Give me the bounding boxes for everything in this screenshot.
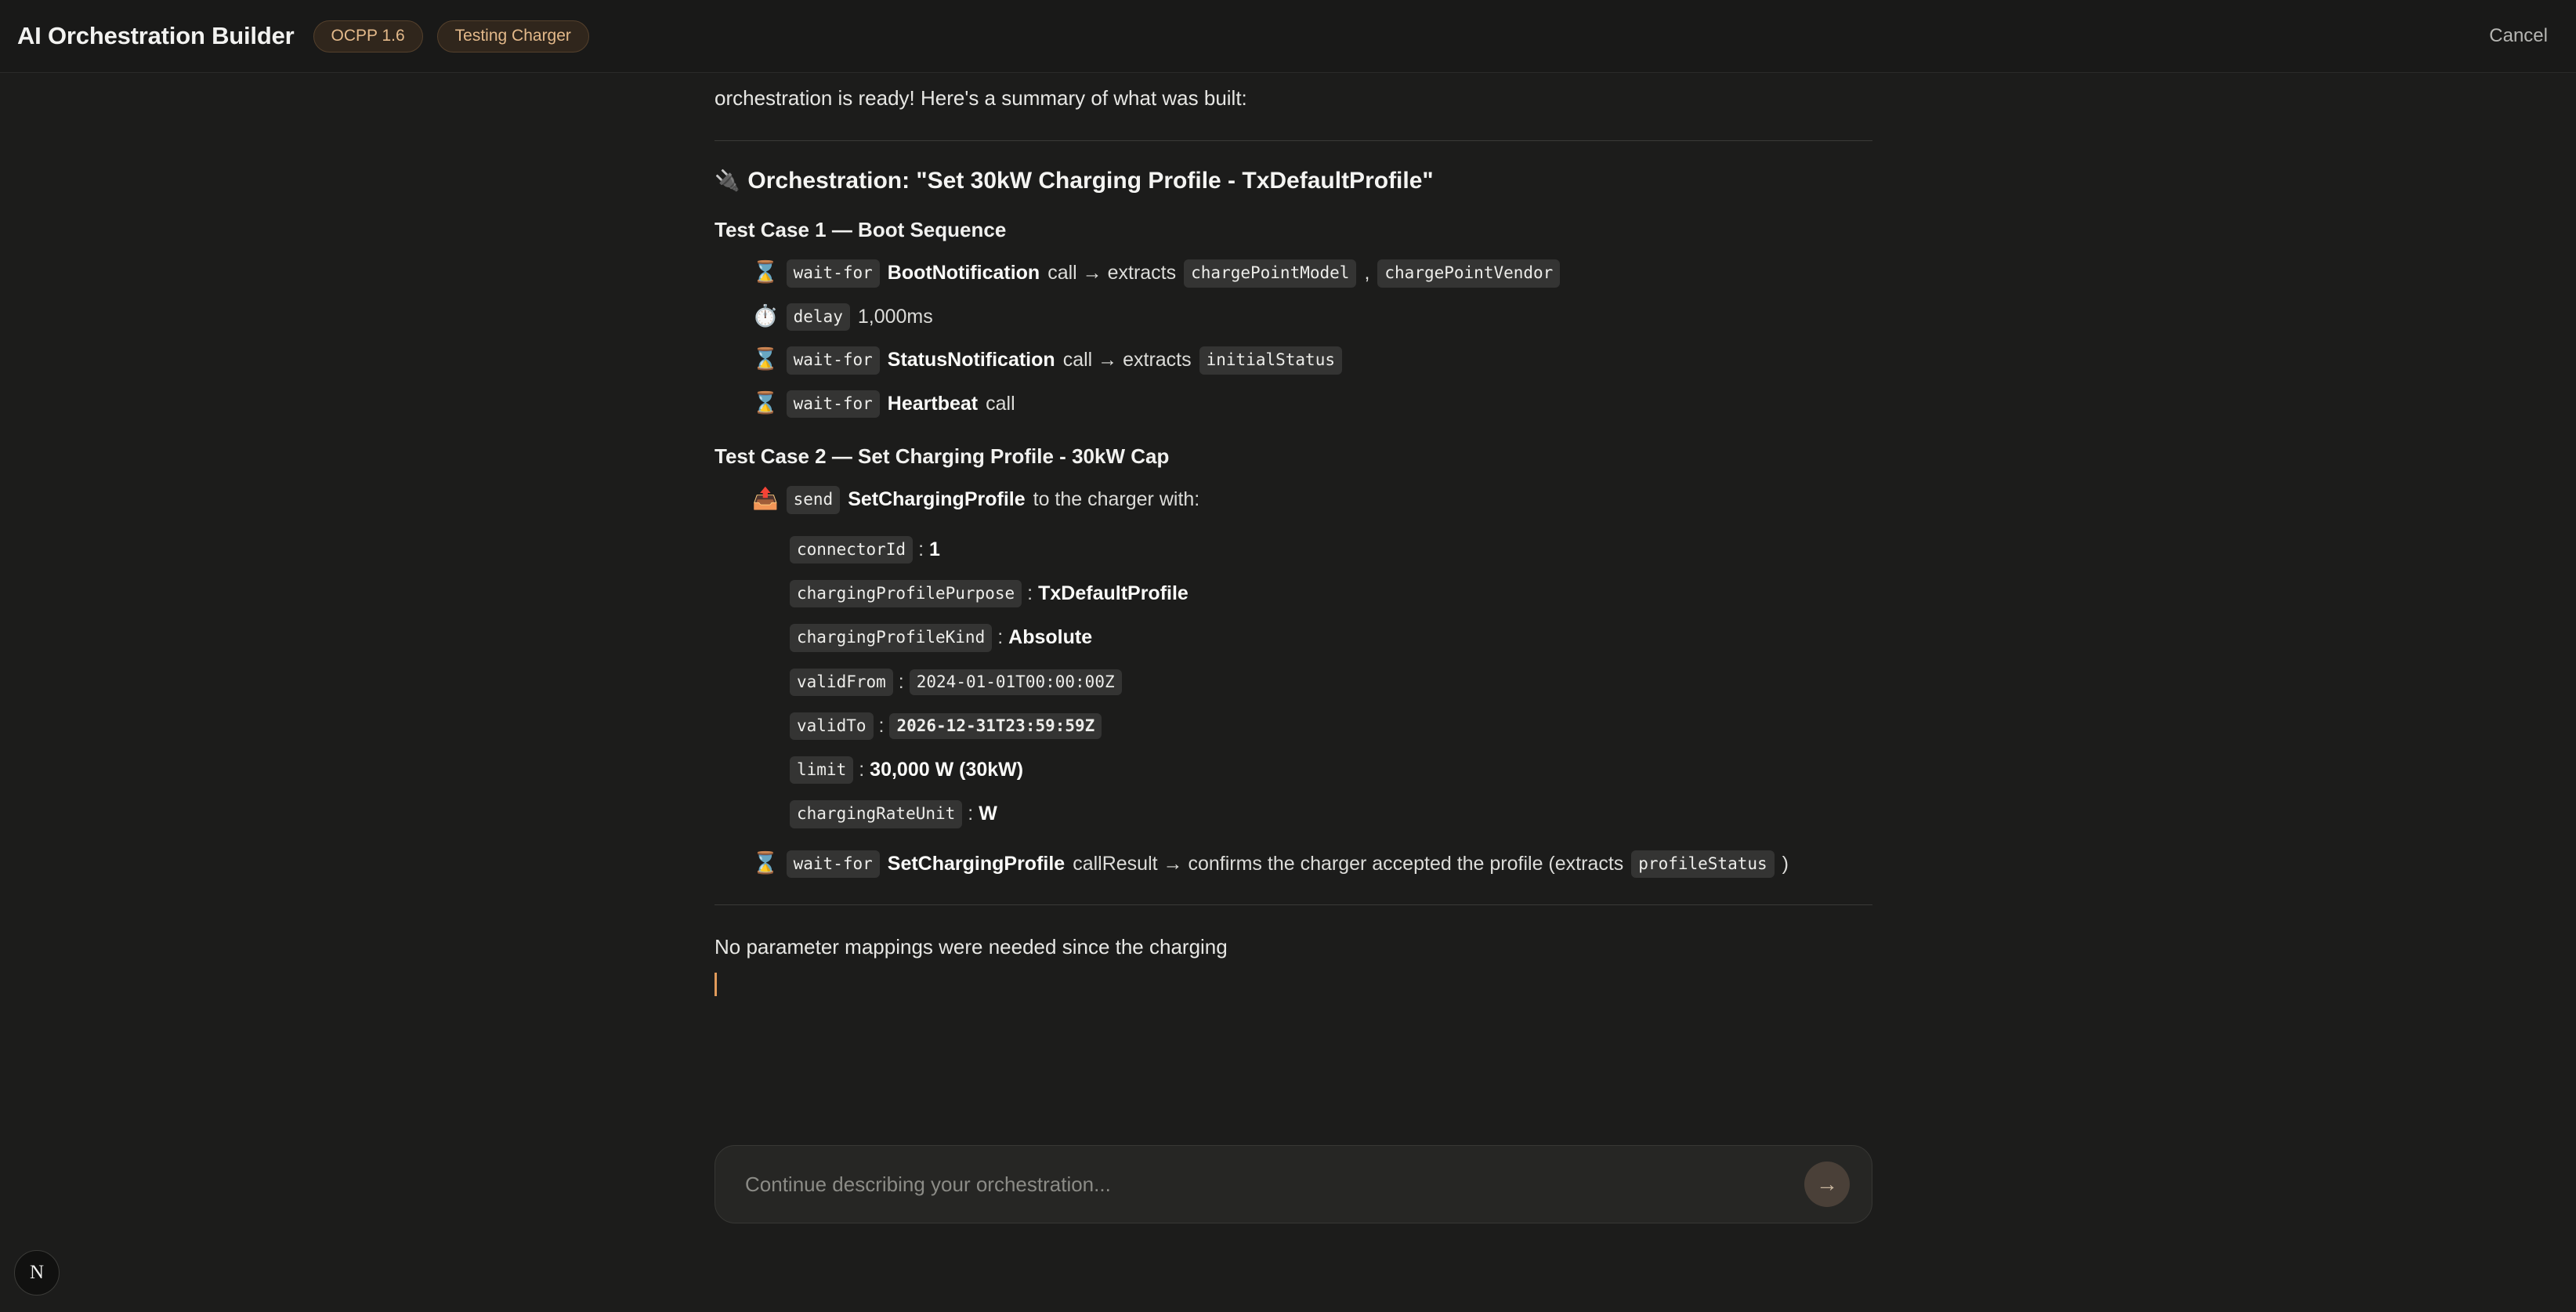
step-description: call → extracts [1047, 262, 1177, 285]
param-value: Absolute [1008, 626, 1093, 649]
arrow-right-icon: → [1816, 1172, 1838, 1196]
step-description: to the charger with: [1033, 488, 1200, 511]
param-colon: : [968, 803, 974, 825]
app-header [0, 0, 2576, 73]
composer-input[interactable] [745, 1172, 1804, 1197]
orchestration-heading [715, 168, 1872, 194]
param-value: 30,000 W (30kW) [870, 759, 1024, 781]
param-colon: : [1027, 582, 1033, 605]
chip-close-paren: ) [1782, 852, 1789, 875]
test-case-2-steps [715, 486, 1872, 878]
step-keyword: wait-for [787, 850, 880, 878]
badge-ocpp-version: OCPP 1.6 [313, 20, 423, 53]
electric-plug-icon: 🔌 [715, 169, 740, 194]
param-key: connectorId [790, 536, 913, 564]
step-message-name: SetChargingProfile [887, 852, 1065, 875]
param-value: 2026-12-31T23:59:59Z [889, 713, 1102, 739]
cancel-button[interactable]: Cancel [2489, 25, 2548, 46]
param-colon: : [878, 714, 885, 737]
param-row [790, 536, 1872, 564]
step-message-name: StatusNotification [887, 349, 1055, 371]
step-description: call [986, 392, 1015, 415]
param-row [790, 756, 1872, 784]
param-key: chargingProfileKind [790, 624, 992, 651]
param-colon: : [997, 626, 1004, 649]
step-keyword: wait-for [787, 259, 880, 287]
param-row [790, 800, 1872, 828]
extract-chip: chargePointVendor [1377, 259, 1560, 287]
param-value: 1 [929, 538, 940, 560]
step-row [752, 346, 1872, 375]
step-keyword: wait-for [787, 346, 880, 374]
step-row [752, 303, 1872, 332]
param-key: limit [790, 756, 853, 784]
hourglass-icon: ⌛ [752, 260, 779, 285]
param-value: 2024-01-01T00:00:00Z [910, 669, 1122, 695]
extract-chip: profileStatus [1631, 850, 1774, 878]
param-key: validFrom [790, 669, 893, 696]
streaming-caret [715, 973, 717, 996]
step-row [752, 850, 1872, 879]
param-colon: : [918, 538, 924, 560]
step-keyword: delay [787, 303, 850, 331]
param-row [790, 624, 1872, 651]
step-description: callResult → confirms the charger accepted the profile (extracts [1073, 852, 1624, 875]
step-description: call → extracts [1062, 349, 1192, 371]
stopwatch-icon: ⏱️ [752, 303, 779, 328]
extract-chip: chargePointModel [1184, 259, 1356, 287]
hourglass-icon: ⌛ [752, 347, 779, 372]
hourglass-icon: ⌛ [752, 390, 779, 415]
param-key: chargingProfilePurpose [790, 580, 1022, 607]
extract-chip: initialStatus [1199, 346, 1342, 374]
param-row [790, 580, 1872, 607]
param-colon: : [898, 670, 904, 693]
header-badges [313, 20, 589, 53]
step-message-name: SetChargingProfile [848, 488, 1026, 511]
step-row [752, 486, 1872, 514]
outbox-tray-icon: 📤 [752, 487, 779, 512]
test-case-1-title: Test Case 1 — Boot Sequence [715, 218, 1007, 242]
param-colon: : [859, 759, 865, 781]
param-key: chargingRateUnit [790, 800, 962, 828]
message-column [715, 73, 1872, 996]
param-row [790, 712, 1872, 740]
step-description: 1,000ms [857, 305, 933, 328]
avatar[interactable] [14, 1250, 60, 1296]
badge-charger-name: Testing Charger [437, 20, 589, 53]
step-keyword: wait-for [787, 390, 880, 418]
hourglass-icon: ⌛ [752, 850, 779, 875]
param-value: TxDefaultProfile [1038, 582, 1189, 605]
conversation-stage [0, 73, 2576, 1312]
test-case-1-steps [715, 259, 1872, 418]
section-divider-bottom [715, 904, 1872, 905]
app-title: AI Orchestration Builder [17, 22, 295, 49]
section-divider-top [715, 140, 1872, 141]
charging-profile-parameters [752, 536, 1872, 828]
test-case-2-title: Test Case 2 — Set Charging Profile - 30kW Cap [715, 444, 1170, 469]
avatar-initial: N [29, 1262, 45, 1283]
closing-paragraph: No parameter mappings were needed since the charging [715, 935, 1228, 959]
step-message-name: BootNotification [887, 262, 1040, 285]
step-keyword: send [787, 486, 841, 513]
intro-paragraph: orchestration is ready! Here's a summary of what was built: [715, 86, 1247, 110]
step-message-name: Heartbeat [887, 392, 979, 415]
step-row [752, 390, 1872, 419]
param-row [790, 669, 1872, 696]
step-row [752, 259, 1872, 288]
param-value: W [979, 803, 997, 825]
param-key: validTo [790, 712, 874, 740]
chip-separator: , [1364, 262, 1370, 285]
orchestration-heading-text: Orchestration: "Set 30kW Charging Profile - TxDefaultProfile" [747, 168, 1434, 194]
composer-bar[interactable] [715, 1145, 1872, 1223]
send-button[interactable] [1804, 1162, 1850, 1207]
